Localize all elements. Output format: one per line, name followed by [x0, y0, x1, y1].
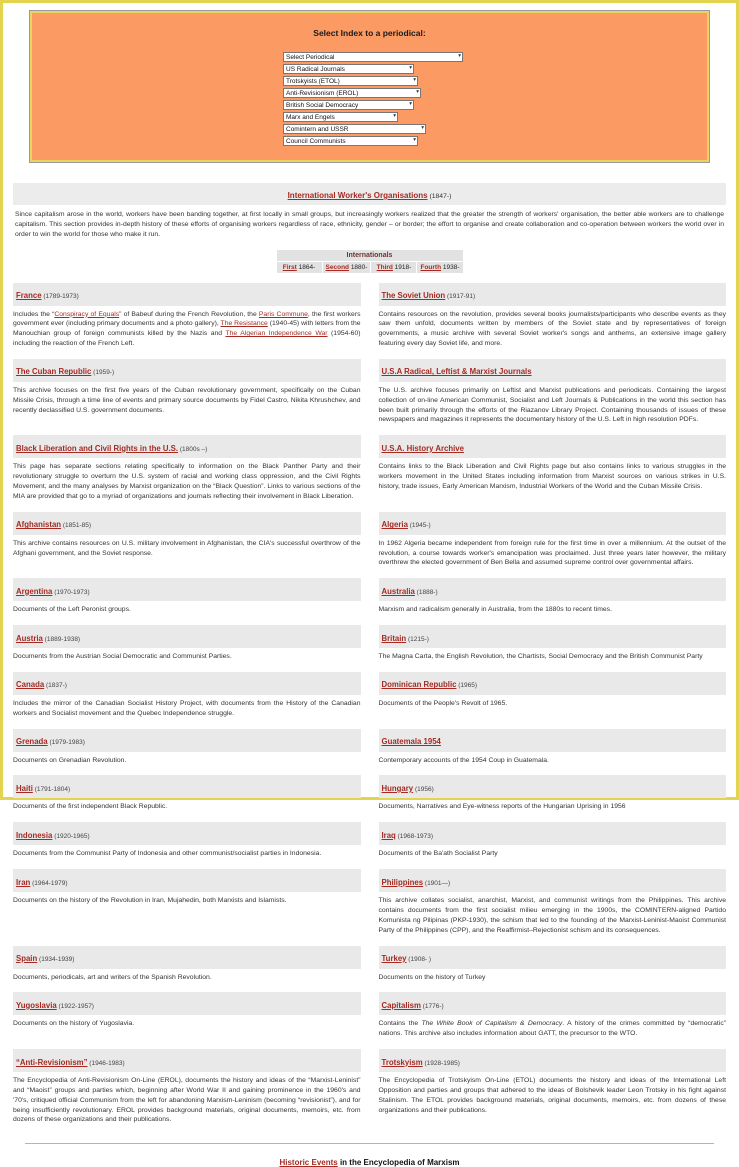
entry-link-trotskyism[interactable]: Trotskyism [381, 1057, 423, 1067]
entry-turkey [379, 946, 727, 993]
entry-text: This archive collates socialist, anarchist, Marxist, and communist writings from the Philippines. This archive contains documents from the first socialist milieu emerging in the 1900s, the COMINTERN-aligned Partido Komunista ng Pilipinas (PKP-1930), the schism that led to the founding of the Marxist-Leninist-Maoist Communist Party of the Philippines (CPP), and the Reaffirmist–Rejectionist schism and its consequences. [378, 897, 726, 934]
entry-link-canada[interactable]: Canada [16, 680, 45, 690]
periodical-select-wrap-anti-revisionism-erol [283, 88, 421, 98]
international-link-fourth[interactable]: Fourth [420, 263, 442, 271]
entry-text: Documents of the Ba'ath Socialist Party [378, 850, 498, 858]
entry-description [379, 539, 727, 569]
entry-description [379, 605, 727, 615]
entry-description [13, 699, 361, 719]
entry-header-iraq [379, 822, 727, 845]
entry-afghanistan [13, 512, 361, 569]
entry-header-u-s-a-radical-leftist-marxist-journals [379, 359, 727, 382]
international-link-second[interactable]: Second [325, 263, 350, 271]
entry-text: Documents from the Communist Party of Indonesia and other communist/socialist parties in Indonesia. [13, 850, 322, 858]
entry-description [13, 896, 361, 906]
entry-description [13, 462, 361, 501]
entry-date: (1908- ) [406, 956, 432, 963]
entry-the-cuban-republic [13, 359, 361, 426]
entry-header-black-liberation-and-civil-rights-in-the-u-s [13, 435, 361, 458]
entry-header-the-soviet-union [379, 283, 727, 306]
entry-description [13, 802, 361, 812]
entry-australia [379, 578, 727, 625]
entry-yugoslavia [13, 992, 361, 1039]
entry-text: Contains resources on the revolution, provides several books journalists/participants who describe events as they saw them unfold, documents written by members of the Soviet state and by representatives of foreign governments, a music archive with several Soviet worker's songs and anthems, an extensive image gallery featuring every day Soviet life, and more. [378, 310, 726, 348]
periodical-select-us-radical-journals[interactable] [283, 64, 414, 74]
entry-text: Documents on the history of Yugoslavia. [13, 1020, 135, 1028]
entry-text: Documents on the history of the Revolution in Iran, Mujahedin, both Marxists and Islamists. [13, 897, 287, 905]
entry-hungary [379, 775, 727, 822]
periodical-select-wrap-select-periodical [283, 52, 463, 62]
entry-text: . A history of the crimes committed by “democratic” nations. This archive also includes information about GATT, the precursor to the WTO. [378, 1020, 726, 1038]
dropdown-arrow-icon: ▾ [393, 112, 396, 119]
internationals-table [277, 250, 463, 273]
entry-header-algeria [379, 512, 727, 535]
periodical-selects [32, 52, 707, 146]
entry-link-guatemala-1954[interactable]: Guatemala 1954 [381, 737, 441, 747]
entry-text: This archive contains resources on U.S. military involvement in Afghanistan, the CIA's successful overthrow of the Afghani government, and the Soviet response. [13, 539, 361, 557]
entry-description [379, 386, 727, 425]
entry-date: (1901—) [423, 879, 451, 887]
entry-austria [13, 625, 361, 672]
entry-text: Contains links to the Black Liberation and Civil Rights page but also contains links to various struggles in the workers movement in the United States including information from Marxist sources on various strikes in U.S. history, trade issues, Early American Marxism, Industrial Workers of the World and the Cuban Missile Crisis. [378, 463, 726, 490]
entry-header-hungary [379, 775, 727, 798]
entry-date: (1956) [413, 785, 434, 793]
entry-text: Contemporary accounts of the 1954 Coup in Guatemala. [378, 756, 549, 764]
entry-date: (1791-1804) [32, 785, 71, 793]
entry-text: Documents of the Left Peronist groups. [13, 606, 131, 614]
section-heading-band [13, 183, 726, 205]
internationals-items [277, 262, 463, 273]
periodical-select-marx-and-engels[interactable] [283, 112, 398, 122]
entry-iran [13, 869, 361, 916]
entry-u-s-a-history-archive [379, 435, 727, 502]
entry-date: (1837-) [44, 682, 67, 690]
international-link-first[interactable]: First [282, 263, 297, 271]
entry-header-grenada [13, 729, 361, 752]
entry-link-argentina[interactable]: Argentina [16, 586, 53, 596]
entry-text: (1954-60) including the reaction of the French Left. [13, 330, 361, 348]
historic-events-link[interactable]: Historic Events [279, 1158, 338, 1167]
entry-description [379, 652, 727, 662]
entry-header-yugoslavia [13, 992, 361, 1015]
international-date: 1938- [441, 263, 460, 271]
periodical-select-council-communists[interactable] [283, 136, 418, 146]
section-intro: Since capitalism arose in the world, workers have been banding together, at first locally in small groups, but increasingly workers realized that the greater the strength of workers' organisation, the better able workers are to challenge capitalism. This section provides in-depth history of these efforts of organising workers regardless of race, ethnicity, gender – or border; the effort to organise and create collaboration and co-operation between workers the world over in order to win the world for those who make it run. [15, 211, 724, 239]
entry-date: (1934-1939) [37, 956, 75, 963]
entry-text: Includes the mirror of the Canadian Socialist History Project, with documents from the History of the Canadian workers and Socialist movement and the Quebec Independence struggle. [13, 699, 361, 717]
entry-link-u-s-a-radical-leftist-marxist-journals[interactable]: U.S.A Radical, Leftist & Marxist Journals [381, 367, 532, 377]
international-item-fourth [417, 262, 462, 273]
periodical-select-trotskyists-etol[interactable] [283, 76, 418, 86]
entry-description [379, 896, 727, 935]
entry-link-dominican-republic[interactable]: Dominican Republic [381, 680, 457, 690]
periodical-select-wrap-trotskyists-etol [283, 76, 418, 86]
entry-description [379, 849, 727, 859]
dropdown-arrow-icon: ▾ [413, 136, 416, 143]
entry-link-iran[interactable]: Iran [16, 877, 31, 887]
entry-philippines [379, 869, 727, 945]
entry-text: Contains the [378, 1020, 422, 1028]
entry-link-yugoslavia[interactable]: Yugoslavia [16, 1000, 57, 1010]
entry-text: The Encyclopedia of Trotskyism On-Line (ETOL) documents the history and ideas of the International Left Opposition and parties and groups that adhered to the ideas of Bolshevik leader Leon Trotsky in his fight against Stalinism. The ETOL provides background materials, original documents, memoirs, etc. from dozens of these organizations and their publications. [378, 1077, 726, 1114]
entry-header-capitalism [379, 992, 727, 1015]
entry-link-the-soviet-union[interactable]: The Soviet Union [381, 291, 446, 301]
book-title: The White Book of Capitalism & Democracy [421, 1020, 563, 1028]
entry-link-britain[interactable]: Britain [381, 633, 407, 643]
inline-link-conspiracy-of-equals[interactable]: Conspiracy of Equals [54, 310, 120, 318]
international-item-first [277, 262, 322, 273]
periodical-select-wrap-marx-and-engels [283, 112, 398, 122]
entry-date: (1776-) [420, 1002, 444, 1010]
entry-header-afghanistan [13, 512, 361, 535]
entry-description [379, 973, 727, 983]
international-item-second [323, 262, 371, 273]
entry-france [13, 283, 361, 359]
entry-text: Documents of the People's Revolt of 1965. [378, 699, 508, 707]
entry-link-algeria[interactable]: Algeria [381, 520, 408, 530]
entry-date: (1800s –) [178, 445, 208, 453]
entry-date: (1851-85) [61, 522, 92, 530]
entry-description [13, 652, 361, 662]
entry-header-australia [379, 578, 727, 601]
entry-header-dominican-republic [379, 672, 727, 695]
entry-date: (1946-1983) [87, 1059, 125, 1067]
country-grid [13, 283, 726, 1136]
entry-text: This archive focuses on the first five years of the Cuban revolutionary government, specifically on the Cuban Missile Crisis, through a time line of events and primary source documents by Fidel Castro, Nikita Khrushchev, and recently declassified U.S. government documents. [13, 386, 361, 414]
entry-description [13, 1019, 361, 1029]
bottom-divider [25, 1143, 714, 1144]
entry-date: (1922-1957) [56, 1002, 94, 1010]
entry-date: (1968-1973) [395, 832, 434, 840]
entry-guatemala-1954 [379, 729, 727, 776]
entry-link-grenada[interactable]: Grenada [16, 737, 48, 747]
entry-spain [13, 946, 361, 993]
entry-header-philippines [379, 869, 727, 892]
entry-header-haiti [13, 775, 361, 798]
entry-date: (1215-) [406, 635, 429, 643]
entry-link-black-liberation-and-civil-rights-in-the-u-s[interactable]: Black Liberation and Civil Rights in the U.S. [16, 443, 179, 453]
entry-header-austria [13, 625, 361, 648]
entry-header-britain [379, 625, 727, 648]
entry-link-hungary[interactable]: Hungary [381, 783, 414, 793]
entry-text: In 1962 Algeria became independent from foreign rule for the first time in over a millennium. At the outset of the revolution, a course towards worker's emancipation was proclaimed. Just three years later however, the military overthrew the elected government of Ben Bella and assumed supreme control over governmental affairs. [378, 539, 726, 567]
entry-link-u-s-a-history-archive[interactable]: U.S.A. History Archive [381, 443, 464, 453]
periodical-index-box [29, 10, 710, 163]
periodical-select-wrap-us-radical-journals [283, 64, 414, 74]
entry-header-the-cuban-republic [13, 359, 361, 382]
periodical-select-wrap-british-social-democracy [283, 100, 414, 110]
entry-link-haiti[interactable]: Haiti [16, 783, 33, 793]
entry-description [13, 1076, 361, 1125]
entry-description [379, 1076, 727, 1115]
entry-britain [379, 625, 727, 672]
entry-date: (1789-1973) [41, 293, 79, 301]
entry-text: Marxism and radicalism generally in Australia, from the 1880s to recent times. [378, 606, 612, 614]
entry-header-france [13, 283, 361, 306]
entry-date: (1965) [456, 682, 478, 690]
periodical-box-title: Select Index to a periodical: [313, 28, 426, 38]
bottom-heading-rest: in the Encyclopedia of Marxism [337, 1158, 460, 1167]
entry-text: (1940-45) with letters from the Manouchian group of foreign communists killed by the Nazis and [13, 320, 361, 338]
entry-header-argentina [13, 578, 361, 601]
inline-link-the-algerian-independence-war[interactable]: The Algerian Independence War [225, 330, 328, 338]
entry-description [13, 973, 361, 983]
entry-indonesia [13, 822, 361, 869]
periodical-select-select-periodical[interactable] [283, 52, 463, 62]
entry-the-soviet-union [379, 283, 727, 359]
section-date: (1847-) [427, 193, 452, 200]
entry-anti-revisionism [13, 1049, 361, 1135]
entry-description [379, 462, 727, 492]
periodical-select-anti-revisionism-erol[interactable] [283, 88, 421, 98]
section-title-link[interactable]: International Worker's Organisations [287, 191, 428, 200]
international-link-third[interactable]: Third [376, 263, 393, 271]
entry-header-u-s-a-history-archive [379, 435, 727, 458]
entry-date: (1928-1985) [422, 1059, 460, 1067]
entry-header-anti-revisionism [13, 1049, 361, 1072]
entry-text: The Magna Carta, the English Revolution, the Chartists, Social Democracy and the British Communist Party [378, 653, 703, 661]
entry-black-liberation-and-civil-rights-in-the-u-s [13, 435, 361, 511]
entry-description [13, 605, 361, 615]
periodical-select-wrap-council-communists [283, 136, 418, 146]
entry-date: (1979-1983) [47, 739, 85, 747]
inline-link-paris-commune[interactable]: Paris Commune [258, 310, 308, 318]
entry-text: Documents on the history of Turkey [378, 973, 486, 981]
entry-description [379, 756, 727, 766]
entry-grenada [13, 729, 361, 776]
entry-link-spain[interactable]: Spain [16, 954, 38, 963]
entry-text: Includes the “ [13, 310, 55, 318]
entry-header-iran [13, 869, 361, 892]
entry-description [13, 310, 361, 349]
entry-link-austria[interactable]: Austria [16, 633, 43, 643]
entry-text: ” of Babeuf during the French Revolution, the [119, 310, 259, 318]
dropdown-arrow-icon: ▾ [421, 124, 424, 131]
entry-description [379, 802, 727, 812]
entry-date: (1889-1938) [42, 635, 81, 643]
internationals-title: Internationals [277, 250, 463, 261]
dropdown-arrow-icon: ▾ [409, 64, 412, 71]
entry-header-trotskyism [379, 1049, 727, 1072]
entry-header-spain [13, 946, 361, 969]
entry-date: (1964-1979) [30, 879, 68, 887]
entry-text: The Encyclopedia of Anti-Revisionism On-Line (EROL), documents the history and ideas of the “Marxist-Leninist” and “Maoist” groups and parties which, beginning after World War II and gaining prominence in the 1960's and '70's, critiqued official Communism from the left for abandoning Marxism-Leninism (becoming “revisionist”), and for being insufficiently revolutionary. EROL provides background materials, original documents, memoirs, etc. from dozens of these organizations and their publications. [13, 1077, 361, 1124]
entry-link-anti-revisionism[interactable]: “Anti-Revisionism” [16, 1057, 88, 1067]
entry-description [13, 539, 361, 559]
entry-link-afghanistan[interactable]: Afghanistan [16, 520, 62, 530]
entry-date: (1917-91) [445, 293, 476, 301]
entry-description [379, 699, 727, 709]
entry-description [379, 1019, 727, 1039]
dropdown-arrow-icon: ▾ [458, 52, 461, 59]
entry-date: (1945-) [407, 522, 431, 530]
entry-link-turkey[interactable]: Turkey [381, 954, 407, 963]
entry-link-france[interactable]: France [16, 291, 42, 301]
periodical-select-comintern-and-ussr[interactable] [283, 124, 426, 134]
entry-header-guatemala-1954 [379, 729, 727, 752]
entry-text: This page has separate sections relating specifically to information on the Black Panther Party and their revolutionary struggle to overturn the U.S. system of racial and working class oppression, and the Civil Rights Movement, and the many analyses by Marxist organization on the “Black Question”. Links to various sections of the MIA are provided that go to a myriad of organizations and journals reflecting their involvement in Black Liberation. [13, 463, 361, 500]
entry-link-the-cuban-republic[interactable]: The Cuban Republic [16, 367, 92, 377]
entry-dominican-republic [379, 672, 727, 719]
entry-canada [13, 672, 361, 729]
international-date: 1918- [392, 263, 412, 271]
entry-description [13, 386, 361, 416]
entry-link-philippines[interactable]: Philippines [381, 877, 424, 887]
entry-u-s-a-radical-leftist-marxist-journals [379, 359, 727, 435]
entry-text: The U.S. archive focuses primarily on Leftist and Marxist publications and periodicals. Containing the largest collection of on-line American Communist, Socialist and Left Journals & Publications in the world this section has been built primarily through the efforts of the Riazanov Library Project. Containing thousands of issues of these newspapers and magazines it represents the documentary history of the U.S. Left in high resolution PDFs. [378, 386, 726, 424]
entry-header-indonesia [13, 822, 361, 845]
dropdown-arrow-icon: ▾ [409, 100, 412, 107]
entry-text: Documents from the Austrian Social Democratic and Communist Parties. [13, 653, 232, 661]
entry-link-iraq[interactable]: Iraq [381, 830, 396, 840]
periodical-select-wrap-comintern-and-ussr [283, 124, 426, 134]
entry-text: Documents of the first independent Black Republic. [13, 803, 168, 811]
international-item-third [371, 262, 416, 273]
dropdown-arrow-icon: ▾ [416, 88, 419, 95]
entry-description [13, 756, 361, 766]
entry-text: Documents, periodicals, art and writers of the Spanish Revolution. [13, 973, 212, 981]
entry-algeria [379, 512, 727, 579]
entry-text: , the first workers government ever (including primary documents and a photo gallery), [13, 310, 361, 328]
entry-text: Documents, Narratives and Eye-witness reports of the Hungarian Uprising in 1956 [378, 803, 626, 811]
periodical-index-box-inner [30, 11, 709, 162]
entry-link-australia[interactable]: Australia [381, 586, 415, 596]
dropdown-arrow-icon: ▾ [413, 76, 416, 83]
entry-iraq [379, 822, 727, 869]
entry-date: (1888-) [414, 588, 438, 596]
entry-date: (1959-) [91, 369, 115, 377]
international-date: 1864- [296, 263, 316, 271]
entry-link-capitalism[interactable]: Capitalism [381, 1000, 421, 1010]
bottom-heading [3, 1158, 736, 1167]
entry-description [379, 310, 727, 349]
entry-haiti [13, 775, 361, 822]
entry-argentina [13, 578, 361, 625]
entry-capitalism [379, 992, 727, 1049]
entry-trotskyism [379, 1049, 727, 1125]
entry-description [13, 849, 361, 859]
entry-date: (1920-1965) [52, 832, 90, 840]
international-date: 1880- [349, 263, 368, 271]
entry-date: (1970-1973) [52, 588, 90, 596]
inline-link-the-resistance[interactable]: The Resistance [220, 320, 268, 328]
entry-header-turkey [379, 946, 727, 969]
entry-text: Documents on Grenadian Revolution. [13, 756, 127, 764]
entry-header-canada [13, 672, 361, 695]
entry-link-indonesia[interactable]: Indonesia [16, 830, 53, 840]
periodical-select-british-social-democracy[interactable] [283, 100, 414, 110]
